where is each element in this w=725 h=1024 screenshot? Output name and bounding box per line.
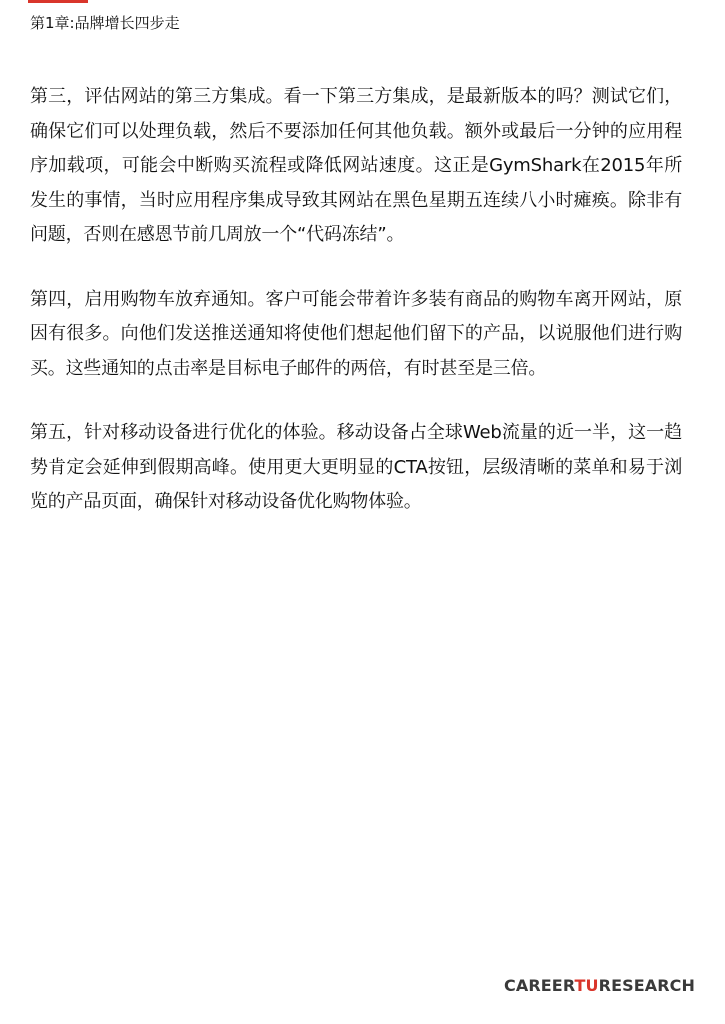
chapter-title: 第1章:品牌增长四步走 <box>30 14 180 32</box>
paragraph-fourth-step: 第四，启用购物车放弃通知。客户可能会带着许多装有商品的购物车离开网站，原因有很多。向他们发送推送通知将使他们想起他们留下的产品，以说服他们进行购买。这些通知的点击率是目标电子邮件的两倍，有时甚至是三倍。 <box>30 288 682 379</box>
paragraph-third-step: 第三，评估网站的第三方集成。看一下第三方集成，是最新版本的吗？测试它们，确保它们可以处理负载，然后不要添加任何其他负载。额外或最后一分钟的应用程序加载项，可能会中断购买流程或降低网站速度。这正是GymShark在2015年所发生的事情，当时应用程序集成导致其网站在黑色星期五连续八小时瘫痪。除非有问题，否则在感恩节前几周放一个“代码冻结”。 <box>30 86 682 245</box>
paragraph-fifth-step: 第五，针对移动设备进行优化的体验。移动设备占全球Web流量的近一半，这一趋势肯定会延伸到假期高峰。使用更大更明显的CTA按钮，层级清晰的菜单和易于浏览的产品页面，确保针对移动设备优化购物体验。 <box>30 422 682 512</box>
logo-text-research: RESEARCH <box>598 976 695 995</box>
logo-mark: TU <box>574 976 599 995</box>
careertu-research-logo <box>504 976 695 995</box>
body-text <box>30 80 682 550</box>
logo-text-career: CAREER <box>504 976 575 995</box>
top-accent-bar <box>28 0 88 3</box>
